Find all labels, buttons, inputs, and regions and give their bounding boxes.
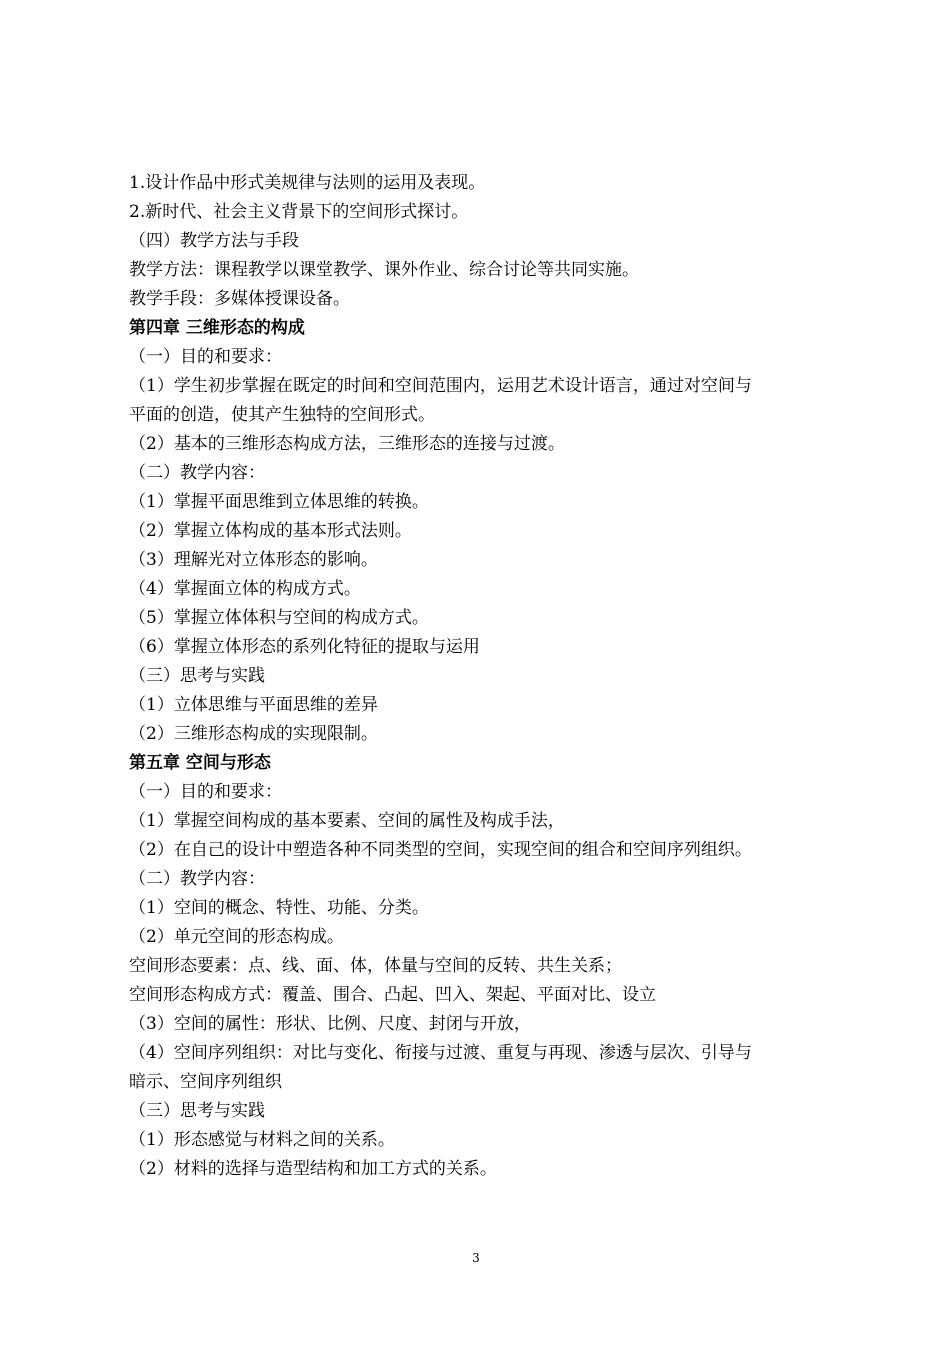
text-line: （1）掌握空间构成的基本要素、空间的属性及构成手法， (129, 811, 565, 831)
chapter-heading: 第四章 三维形态的构成 (129, 318, 305, 338)
section-heading: （一）目的和要求： (129, 347, 282, 367)
text-line: （2）基本的三维形态构成方法，三维形态的连接与过渡。 (129, 434, 565, 454)
document-body (129, 169, 839, 1184)
text-line: 空间形态要素：点、线、面、体，体量与空间的反转、共生关系； (129, 956, 622, 976)
text-line: （2）三维形态构成的实现限制。 (129, 724, 378, 744)
section-heading: （一）目的和要求： (129, 782, 282, 802)
text-line: 教学方法：课程教学以课堂教学、课外作业、综合讨论等共同实施。 (129, 260, 639, 280)
text-line: （6）掌握立体形态的系列化特征的提取与运用 (129, 637, 480, 657)
page-number: 3 (472, 1251, 480, 1265)
section-heading: （二）教学内容： (129, 463, 265, 483)
text-line: 空间形态构成方式：覆盖、围合、凸起、凹入、架起、平面对比、设立 (129, 985, 656, 1005)
text-line: （1）掌握平面思维到立体思维的转换。 (129, 492, 429, 512)
text-line: （4）掌握面立体的构成方式。 (129, 579, 361, 599)
chapter-heading: 第五章 空间与形态 (129, 753, 271, 773)
text-line: （2）掌握立体构成的基本形式法则。 (129, 521, 412, 541)
text-line: （1）空间的概念、特性、功能、分类。 (129, 898, 429, 918)
text-line: 暗示、空间序列组织 (129, 1072, 282, 1092)
section-heading: （三）思考与实践 (129, 1101, 265, 1121)
text-line: 教学手段：多媒体授课设备。 (129, 289, 350, 309)
section-heading: （三）思考与实践 (129, 666, 265, 686)
text-line: （3）理解光对立体形态的影响。 (129, 550, 378, 570)
text-line: 1.设计作品中形式美规律与法则的运用及表现。 (129, 173, 486, 193)
text-line: （2）材料的选择与造型结构和加工方式的关系。 (129, 1159, 497, 1179)
text-line: （5）掌握立体体积与空间的构成方式。 (129, 608, 429, 628)
section-heading: （四）教学方法与手段 (129, 231, 299, 251)
text-line: （3）空间的属性：形状、比例、尺度、封闭与开放， (129, 1014, 531, 1034)
text-line: （2）在自己的设计中塑造各种不同类型的空间，实现空间的组合和空间序列组织。 (129, 840, 752, 860)
text-line: （4）空间序列组织：对比与变化、衔接与过渡、重复与再现、渗透与层次、引导与 (129, 1043, 752, 1063)
text-line: 2.新时代、社会主义背景下的空间形式探讨。 (129, 202, 469, 222)
text-line: （1）形态感觉与材料之间的关系。 (129, 1130, 395, 1150)
section-heading: （二）教学内容： (129, 869, 265, 889)
text-line: 平面的创造，使其产生独特的空间形式。 (129, 405, 435, 425)
text-line: （1）立体思维与平面思维的差异 (129, 695, 378, 715)
text-line: （1）学生初步掌握在既定的时间和空间范围内，运用艺术设计语言，通过对空间与 (129, 376, 752, 396)
text-line: （2）单元空间的形态构成。 (129, 927, 344, 947)
